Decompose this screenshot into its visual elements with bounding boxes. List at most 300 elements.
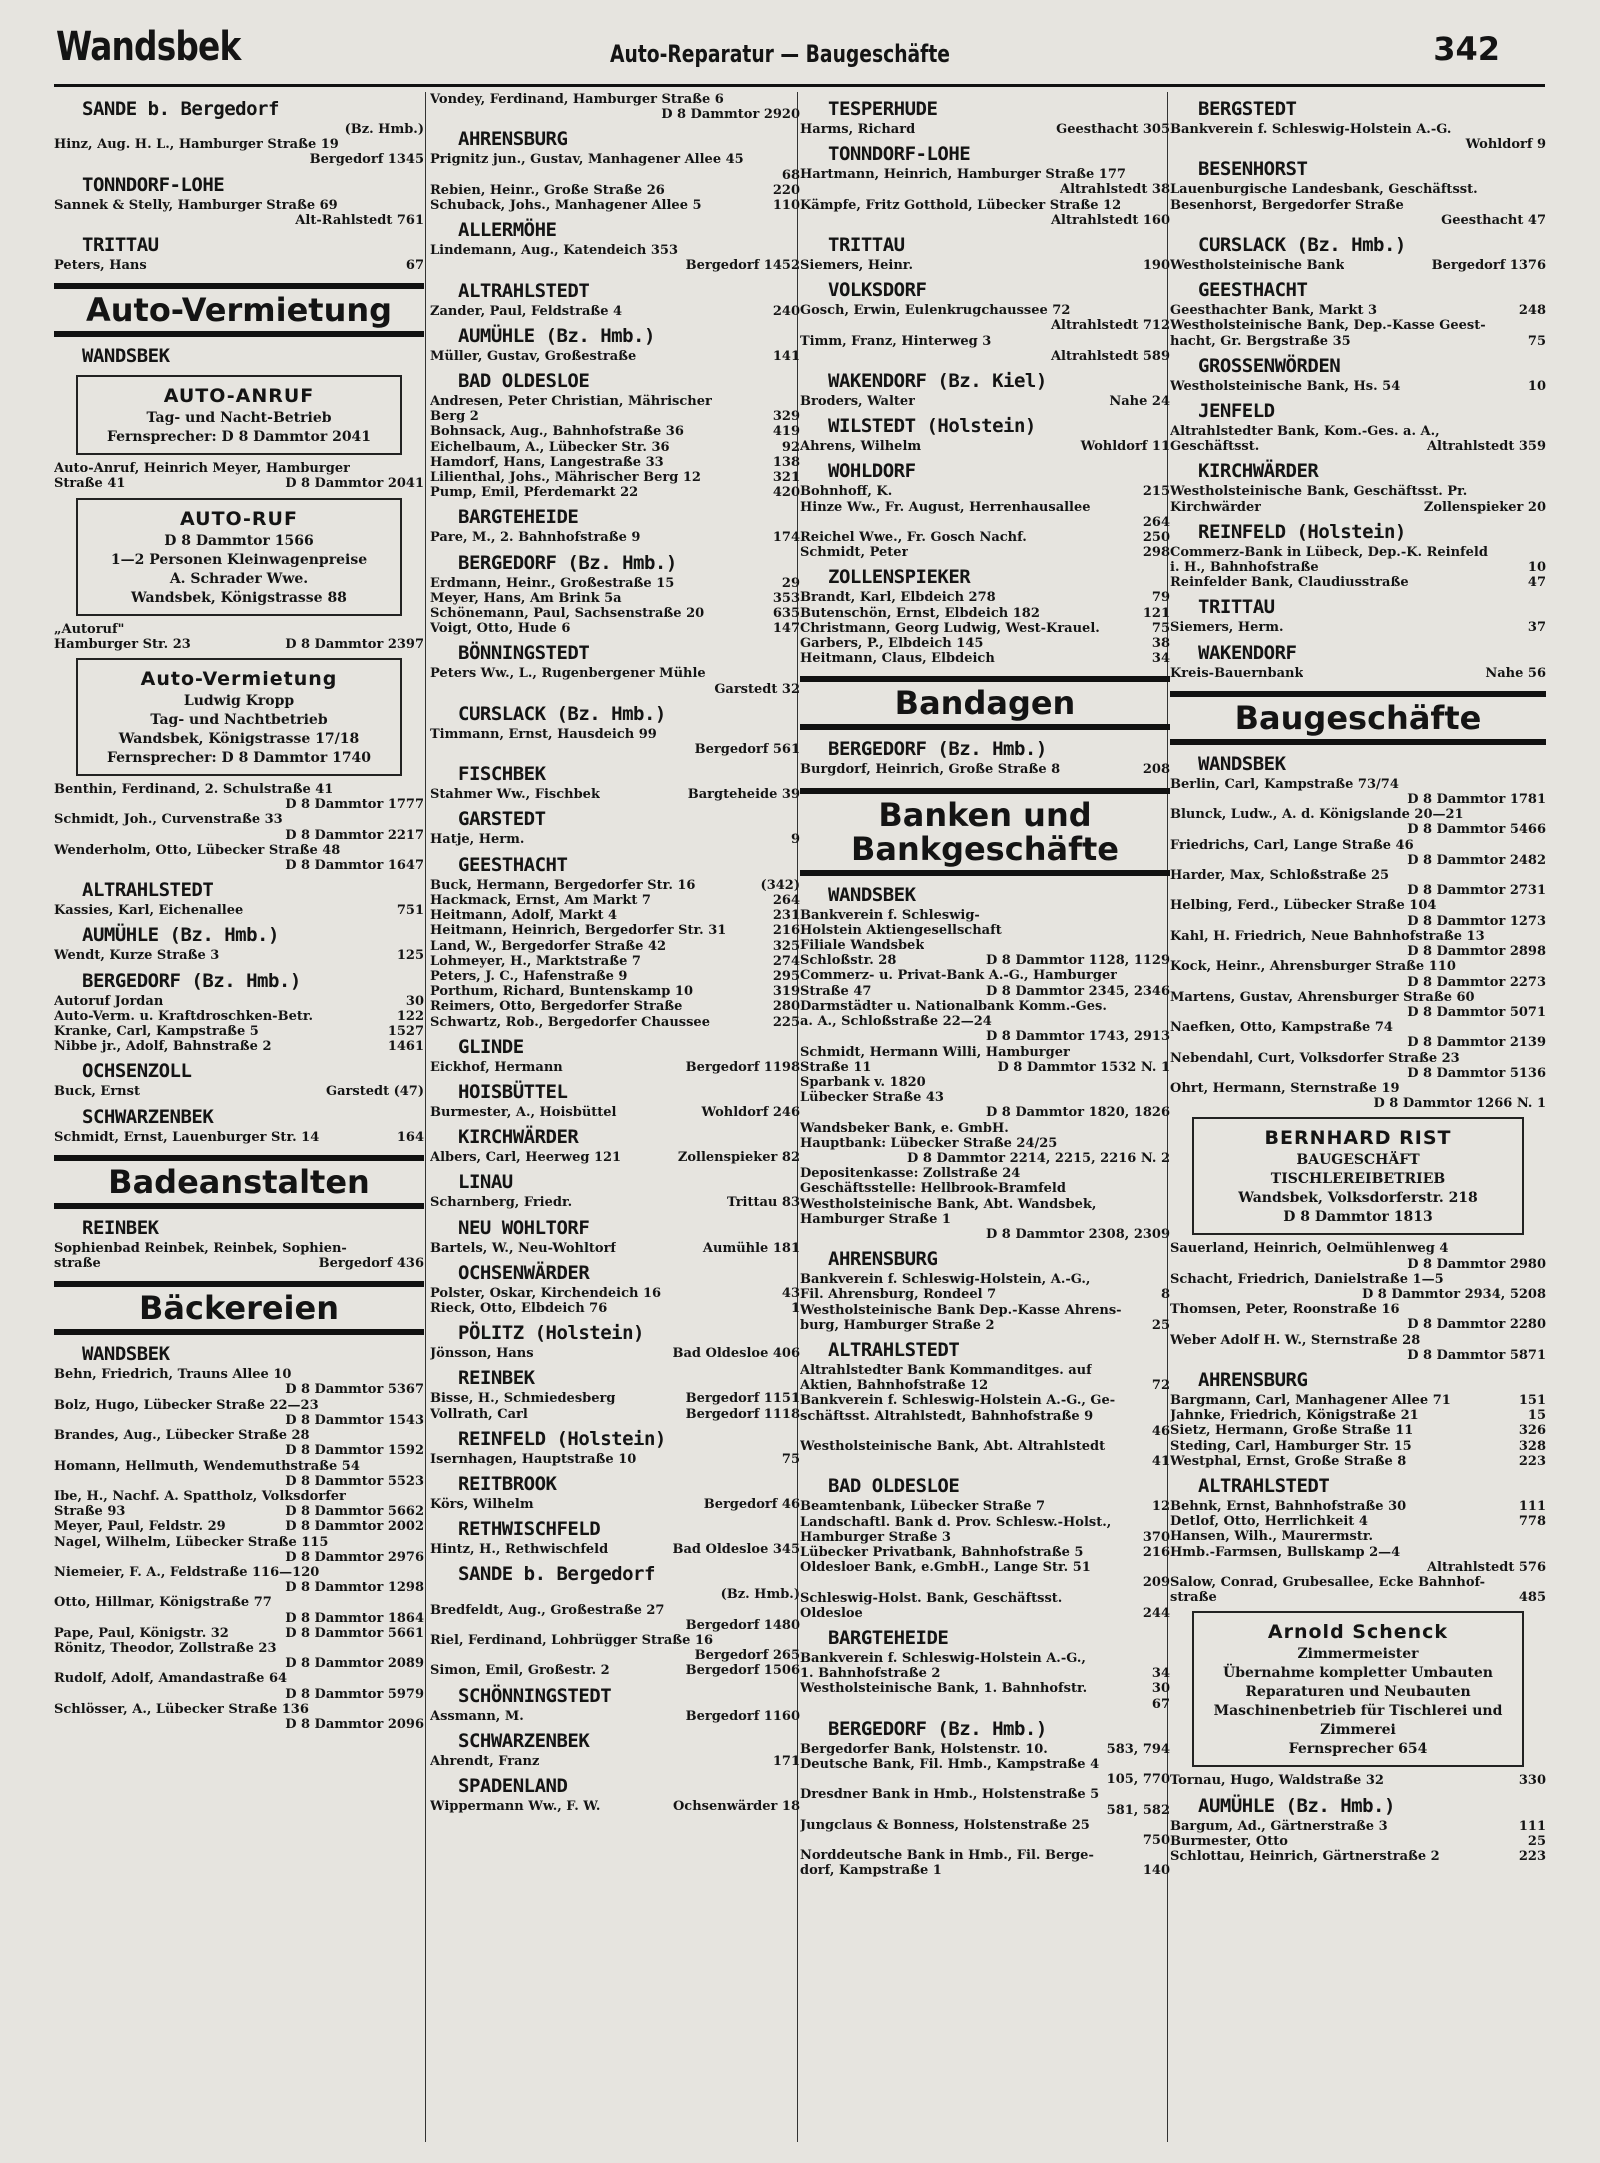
- locality-heading: BARGTEHEIDE: [828, 1627, 949, 1649]
- entry-phone: 231: [772, 908, 800, 924]
- directory-entry: [800, 1787, 1170, 1802]
- directory-entry: [800, 1560, 1170, 1575]
- directory-entry: [54, 1519, 424, 1534]
- directory-entry: [800, 923, 1170, 938]
- entry-continuation: Bergedorf 1452: [685, 258, 800, 274]
- entry-name: Pump, Emil, Pferdemarkt 22: [430, 485, 639, 501]
- directory-entry: [430, 1542, 800, 1557]
- entry-name: Erdmann, Heinr., Großestraße 15: [430, 575, 675, 591]
- entry-name: burg, Hamburger Straße 2: [800, 1317, 995, 1333]
- directory-entry: [1170, 990, 1546, 1005]
- directory-entry: [54, 1009, 424, 1024]
- directory-entry: [800, 1515, 1170, 1530]
- locality-heading: REINFELD (Holstein): [458, 1427, 666, 1450]
- directory-entry: [1170, 198, 1546, 213]
- entry-phone: Bergedorf 1160: [685, 1708, 800, 1724]
- entry-continuation: D 8 Dammtor 1777: [285, 797, 424, 813]
- directory-entry: [800, 258, 1170, 273]
- directory-entry: [430, 470, 800, 485]
- entry-name: Buck, Hermann, Bergedorfer Str. 16: [430, 877, 696, 893]
- entry-continuation: Alt-Rahlstedt 761: [295, 212, 424, 228]
- entry-continuation: D 8 Dammtor 1298: [285, 1580, 424, 1596]
- locality-heading: SCHWARZENBEK: [458, 1729, 590, 1752]
- entry-name: Kassies, Karl, Eichenallee: [54, 903, 244, 919]
- directory-entry: [800, 1272, 1170, 1287]
- directory-entry: [430, 183, 800, 198]
- directory-entry: [54, 461, 424, 476]
- locality-heading: CURSLACK (Bz. Hmb.): [458, 702, 666, 725]
- entry-name: Naefken, Otto, Kampstraße 74: [1170, 1020, 1393, 1036]
- directory-entry: [800, 1075, 1170, 1090]
- entry-name: Besenhorst, Bergedorfer Straße: [1170, 197, 1404, 213]
- entry-phone: 38: [1151, 636, 1170, 652]
- entry-name: Zander, Paul, Feldstraße 4: [430, 303, 623, 319]
- directory-entry: [430, 1195, 800, 1210]
- entry-phone: 25: [1527, 1833, 1546, 1849]
- locality-heading: PÖLITZ (Holstein): [458, 1322, 644, 1345]
- directory-entry: [800, 1591, 1170, 1606]
- entry-name: Thomsen, Peter, Roonstraße 16: [1170, 1302, 1400, 1318]
- directory-entry: [800, 1090, 1170, 1105]
- header-town: Wandsbek: [56, 24, 241, 70]
- locality-heading: WAKENDORF: [1198, 641, 1297, 664]
- entry-phone: 111: [1518, 1818, 1546, 1834]
- entry-continuation: Bergedorf 265: [694, 1648, 800, 1664]
- entry-name: Oldesloer Bank, e.GmbH., Lange Str. 51: [800, 1560, 1091, 1576]
- entry-continuation: Altrahlstedt 160: [1050, 212, 1170, 228]
- entry-phone: 141: [772, 348, 800, 364]
- entry-name: Westholsteinische Bank, Abt. Wandsbek,: [800, 1196, 1097, 1212]
- entry-name: Altrahlstedter Bank Kommanditges. auf: [800, 1362, 1092, 1378]
- entry-name: Salow, Conrad, Grubesallee, Ecke Bahnhof-: [1170, 1574, 1486, 1590]
- directory-entry: [800, 1166, 1170, 1181]
- directory-entry: [1170, 666, 1546, 681]
- ad-line: D 8 Dammtor 1813: [1283, 1209, 1433, 1226]
- directory-entry: [800, 1818, 1170, 1833]
- section-heading: Banken und Bankgeschäfte: [800, 788, 1170, 876]
- entry-continuation: D 8 Dammtor 5523: [285, 1473, 424, 1489]
- locality-heading: OCHSENWÄRDER: [458, 1261, 590, 1284]
- directory-entry: [54, 1367, 424, 1382]
- entry-phone: D 8 Dammtor 2002: [285, 1519, 424, 1535]
- locality-heading: GARSTEDT: [458, 808, 546, 831]
- entry-name: Beamtenbank, Lübecker Straße 7: [800, 1499, 1046, 1515]
- entry-name: straße: [1170, 1590, 1217, 1606]
- directory-entry: [430, 1015, 800, 1030]
- entry-phone: Bad Oldesloe 406: [672, 1346, 800, 1362]
- entry-phone: 751: [396, 903, 424, 919]
- directory-entry: [800, 1742, 1170, 1757]
- entry-continuation: D 8 Dammtor 2934, 5208: [1361, 1286, 1546, 1302]
- entry-name: Schuback, Johs., Manhagener Allee 5: [430, 198, 702, 214]
- locality-heading: GROSSENWÖRDEN: [1198, 354, 1341, 377]
- entry-phone: Nahe 24: [1109, 394, 1170, 410]
- entry-name: Peters, J. C., Hafenstraße 9: [430, 968, 628, 984]
- entry-name: Sparbank v. 1820: [800, 1074, 926, 1090]
- locality-heading: AHRENSBURG: [1198, 1368, 1308, 1391]
- directory-entry: [1170, 1408, 1546, 1423]
- locality-heading: VOLKSDORF: [828, 279, 927, 302]
- section-heading: Badeanstalten: [54, 1155, 424, 1209]
- entry-name: Brandes, Aug., Lübecker Straße 28: [54, 1428, 310, 1444]
- entry-name: Straße 11: [800, 1059, 872, 1075]
- entry-phone: 72: [1151, 1378, 1170, 1394]
- entry-name: Steding, Carl, Hamburger Str. 15: [1170, 1438, 1412, 1454]
- entry-name: Kahl, H. Friedrich, Neue Bahnhofstraße 13: [1170, 928, 1485, 944]
- directory-entry: [800, 1136, 1170, 1151]
- directory-entry: [430, 198, 800, 213]
- directory-entry: [1170, 1333, 1546, 1348]
- locality-heading: ALTRAHLSTEDT: [1198, 1474, 1330, 1497]
- ad-line: Arnold Schenck: [1267, 1621, 1449, 1644]
- directory-entry: [430, 787, 800, 802]
- locality-heading: REINBEK: [82, 1216, 159, 1239]
- directory-entry: [430, 1346, 800, 1361]
- entry-phone: 223: [1518, 1849, 1546, 1864]
- locality-heading: SCHWARZENBEK: [82, 1105, 214, 1128]
- entry-phone: 325: [772, 938, 800, 954]
- entry-name: Schmidt, Ernst, Lauenburger Str. 14: [54, 1129, 320, 1145]
- directory-entry: [430, 893, 800, 908]
- entry-phone: D 8 Dammtor 1532 N. 1: [997, 1059, 1170, 1075]
- directory-entry: [430, 727, 800, 742]
- directory-entry: [54, 1039, 424, 1054]
- entry-phone: 122: [396, 1008, 424, 1024]
- entry-name: Hansen, Wilh., Maurermstr.: [1170, 1529, 1374, 1545]
- entry-name: Andresen, Peter Christian, Mährischer: [430, 394, 712, 410]
- ad-line: TISCHLEREIBETRIEB: [1270, 1171, 1446, 1188]
- locality-heading: SCHÖNNINGSTEDT: [458, 1684, 612, 1707]
- entry-name: Weber Adolf H. W., Sternstraße 28: [1170, 1332, 1421, 1348]
- entry-name: Helbing, Ferd., Lübecker Straße 104: [1170, 898, 1437, 914]
- directory-entry: [1170, 1849, 1546, 1864]
- directory-entry: [800, 1863, 1170, 1878]
- directory-entry: [800, 590, 1170, 605]
- directory-entry: [800, 1197, 1170, 1212]
- entry-name: i. H., Bahnhofstraße: [1170, 560, 1319, 576]
- entry-phone: 34: [1151, 1666, 1170, 1682]
- entry-name: Jungclaus & Bonness, Holstenstraße 25: [800, 1817, 1090, 1833]
- entry-continuation: 581, 582: [1106, 1802, 1170, 1818]
- directory-entry: [1170, 898, 1546, 913]
- directory-entry: [430, 666, 800, 681]
- entry-phone: 8: [1160, 1287, 1170, 1303]
- directory-entry: [800, 334, 1170, 349]
- locality-heading: TONNDORF-LOHE: [828, 143, 971, 166]
- entry-name: Schloßstr. 28: [800, 953, 897, 969]
- directory-entry: [800, 1439, 1170, 1454]
- directory-entry: [430, 591, 800, 606]
- entry-name: Kock, Heinr., Ahrensburger Straße 110: [1170, 959, 1456, 975]
- locality-heading: WOHLDORF: [828, 460, 916, 483]
- directory-entry: [430, 969, 800, 984]
- entry-name: Commerz- u. Privat-Bank A.-G., Hamburger: [800, 968, 1118, 984]
- entry-name: Schmidt, Hermann Willi, Hamburger: [800, 1044, 1070, 1060]
- directory-entry: [800, 1212, 1170, 1227]
- advertisement-box: [1192, 1611, 1524, 1767]
- locality-heading: GEESTHACHT: [458, 853, 568, 876]
- locality-heading: AHRENSBURG: [458, 128, 568, 151]
- entry-continuation: D 8 Dammtor 1273: [1407, 913, 1546, 929]
- entry-continuation: D 8 Dammtor 2096: [285, 1716, 424, 1732]
- directory-entry: [430, 1150, 800, 1165]
- entry-continuation: D 8 Dammtor 2980: [1407, 1256, 1546, 1272]
- locality-heading: LINAU: [458, 1171, 513, 1194]
- entry-phone: 778: [1518, 1514, 1546, 1530]
- entry-phone: 225: [772, 1014, 800, 1030]
- entry-continuation: 41: [1151, 1454, 1170, 1470]
- entry-name: Hartmann, Heinrich, Hamburger Straße 177: [800, 167, 1126, 183]
- ad-line: Ludwig Kropp: [183, 693, 295, 710]
- entry-name: Timmann, Ernst, Hausdeich 99: [430, 726, 657, 742]
- directory-entry: [800, 1378, 1170, 1393]
- entry-name: Lilienthal, Johs., Mährischer Berg 12: [430, 470, 701, 486]
- section-heading: Baugeschäfte: [1170, 691, 1546, 745]
- ad-line: Fernsprecher: D 8 Dammtor 2041: [106, 429, 372, 446]
- entry-name: Autoruf Jordan: [54, 993, 164, 1009]
- entry-name: Dresdner Bank in Hmb., Holstenstraße 5: [800, 1787, 1100, 1803]
- advertisement-box: [76, 658, 402, 776]
- entry-name: Heitmann, Adolf, Markt 4: [430, 908, 618, 924]
- directory-entry: [54, 1595, 424, 1610]
- entry-name: Reimers, Otto, Bergedorfer Straße: [430, 999, 683, 1015]
- entry-continuation: Garstedt 32: [714, 681, 800, 697]
- entry-continuation: 46: [1151, 1423, 1170, 1439]
- entry-name: Bargmann, Carl, Manhagener Allee 71: [1170, 1392, 1451, 1408]
- locality-heading: KIRCHWÄRDER: [1198, 460, 1319, 483]
- directory-entry: [1170, 1302, 1546, 1317]
- directory-entry: [54, 1671, 424, 1686]
- ad-line: Wandsbek, Königstrasse 17/18: [118, 731, 360, 748]
- directory-entry: [800, 1303, 1170, 1318]
- directory-entry: [1170, 303, 1546, 318]
- entry-name: Westholsteinische Bank, 1. Bahnhofstr.: [800, 1681, 1088, 1697]
- entry-phone: 264: [772, 892, 800, 908]
- entry-name: Burmester, A., Hoisbüttel: [430, 1104, 617, 1120]
- directory-entry: [1170, 1439, 1546, 1454]
- entry-name: Hackmack, Ernst, Am Markt 7: [430, 892, 651, 908]
- entry-name: Schlösser, A., Lübecker Straße 136: [54, 1701, 309, 1717]
- locality-heading: BARGTEHEIDE: [458, 506, 579, 529]
- entry-continuation: (Bz. Hmb.): [720, 1587, 800, 1603]
- entry-name: Sauerland, Heinrich, Oelmühlenweg 4: [1170, 1241, 1449, 1257]
- entry-continuation: Altrahlstedt 38: [1060, 182, 1170, 198]
- directory-entry: [54, 1024, 424, 1039]
- directory-entry: [54, 1489, 424, 1504]
- entry-phone: 37: [1527, 620, 1546, 636]
- directory-entry: [800, 636, 1170, 651]
- ad-line: A. Schrader Wwe.: [169, 570, 309, 587]
- entry-continuation: D 8 Dammtor 2273: [1407, 974, 1546, 990]
- section-heading: Auto-Vermietung: [54, 283, 424, 337]
- directory-entry: [1170, 560, 1546, 575]
- locality-heading: KIRCHWÄRDER: [458, 1126, 579, 1149]
- directory-entry: [54, 812, 424, 827]
- entry-name: Kreis-Bauernbank: [1170, 665, 1304, 681]
- ad-line: Wandsbek, Volksdorferstr. 218: [1238, 1190, 1478, 1207]
- locality-heading: TRITTAU: [82, 234, 159, 257]
- entry-continuation: D 8 Dammtor 2139: [1407, 1035, 1546, 1051]
- entry-name: Kämpfe, Fritz Gotthold, Lübecker Straße 12: [800, 197, 1122, 213]
- entry-continuation: D 8 Dammtor 5136: [1407, 1065, 1546, 1081]
- entry-phone: 147: [772, 621, 800, 637]
- ad-line: AUTO-RUF: [180, 507, 298, 530]
- entry-name: dorf, Kampstraße 1: [800, 1863, 942, 1879]
- directory-entry: [1170, 1393, 1546, 1408]
- entry-name: Schönemann, Paul, Sachsenstraße 20: [430, 606, 705, 622]
- directory-entry: [1170, 1081, 1546, 1096]
- entry-name: Friedrichs, Carl, Lange Straße 46: [1170, 837, 1414, 853]
- entry-name: Schacht, Friedrich, Danielstraße 1—5: [1170, 1271, 1444, 1287]
- directory-entry: [800, 1681, 1170, 1696]
- directory-entry: [430, 1391, 800, 1406]
- entry-name: Ahrendt, Franz: [430, 1753, 540, 1769]
- entry-name: Lauenburgische Landesbank, Geschäftsst.: [1170, 182, 1478, 198]
- entry-phone: D 8 Dammtor 2397: [285, 636, 424, 652]
- entry-name: Straße 93: [54, 1504, 126, 1520]
- entry-name: Gosch, Erwin, Eulenkrugchaussee 72: [800, 303, 1071, 319]
- entry-phone: 30: [1151, 1681, 1170, 1697]
- directory-entry: [1170, 545, 1546, 560]
- locality-heading: WILSTEDT (Holstein): [828, 415, 1036, 438]
- page-number: 342: [1433, 30, 1500, 68]
- entry-name: Westholsteinische Bank, Abt. Altrahlstedt: [800, 1438, 1106, 1454]
- entry-name: Bankverein f. Schleswig-Holstein A.-G., Ge-: [800, 1393, 1116, 1409]
- entry-name: Oldesloe: [800, 1605, 863, 1621]
- directory-entry: [430, 1603, 800, 1618]
- entry-phone: 274: [772, 953, 800, 969]
- entry-phone: 43: [781, 1285, 800, 1301]
- directory-entry: [800, 1409, 1170, 1424]
- entry-name: Timm, Franz, Hinterweg 3: [800, 333, 992, 349]
- directory-entry: [54, 782, 424, 797]
- directory-entry: [430, 939, 800, 954]
- locality-heading: ALLERMÖHE: [458, 219, 557, 242]
- entry-phone: 79: [1151, 590, 1170, 606]
- ad-line: Zimmermeister: [1297, 1646, 1419, 1663]
- directory-entry: [800, 1848, 1170, 1863]
- entry-name: schäftsst. Altrahlstedt, Bahnhofstraße 9: [800, 1408, 1094, 1424]
- entry-name: hacht, Gr. Bergstraße 35: [1170, 333, 1351, 349]
- entry-phone: 110: [772, 198, 800, 214]
- entry-name: Westholsteinische Bank: [1170, 258, 1345, 274]
- locality-heading: HOISBÜTTEL: [458, 1080, 568, 1103]
- directory-entry: [54, 1702, 424, 1717]
- entry-name: Rebien, Heinr., Große Straße 26: [430, 182, 665, 198]
- directory-entry: [430, 530, 800, 545]
- entry-continuation: D 8 Dammtor 1543: [285, 1412, 424, 1428]
- entry-name: Bolz, Hugo, Lübecker Straße 22—23: [54, 1397, 319, 1413]
- entry-name: Homann, Hellmuth, Wendemuthstraße 54: [54, 1458, 360, 1474]
- locality-heading: GEESTHACHT: [1198, 279, 1308, 302]
- directory-entry: [800, 1318, 1170, 1333]
- directory-entry: [800, 1014, 1170, 1029]
- entry-name: Schleswig-Holst. Bank, Geschäftsst.: [800, 1590, 1063, 1606]
- locality-heading: WAKENDORF (Bz. Kiel): [828, 370, 1047, 393]
- locality-heading: BAD OLDESLOE: [458, 370, 590, 393]
- locality-heading: BERGEDORF (Bz. Hmb.): [458, 551, 677, 574]
- entry-continuation: D 8 Dammtor 5979: [285, 1686, 424, 1702]
- entry-phone: 151: [1518, 1392, 1546, 1408]
- entry-name: Kirchwärder: [1170, 499, 1262, 515]
- locality-heading: AUMÜHLE (Bz. Hmb.): [82, 924, 279, 947]
- directory-entry: [430, 999, 800, 1014]
- directory-entry: [54, 137, 424, 152]
- entry-continuation: D 8 Dammtor 1864: [285, 1610, 424, 1626]
- entry-phone: 244: [1142, 1605, 1170, 1621]
- directory-entry: [430, 576, 800, 591]
- entry-name: Schwartz, Rob., Bergedorfer Chaussee: [430, 1014, 710, 1030]
- directory-entry: [430, 1105, 800, 1120]
- entry-name: Burgdorf, Heinrich, Große Straße 8: [800, 762, 1061, 778]
- entry-name: Hauptbank: Lübecker Straße 24/25: [800, 1135, 1058, 1151]
- directory-entry: [1170, 424, 1546, 439]
- ad-line: BERNHARD RIST: [1264, 1127, 1452, 1150]
- entry-name: Deutsche Bank, Fil. Hmb., Kampstraße 4: [800, 1757, 1100, 1773]
- locality-heading: REINBEK: [458, 1367, 535, 1390]
- entry-continuation: 68: [781, 167, 800, 183]
- directory-entry: [800, 167, 1170, 182]
- locality-heading: WANDSBEK: [82, 345, 170, 368]
- entry-name: Lübecker Straße 43: [800, 1090, 944, 1106]
- entry-name: Peters, Hans: [54, 258, 147, 274]
- entry-name: Commerz-Bank in Lübeck, Dep.-K. Reinfeld: [1170, 544, 1488, 560]
- entry-name: Meyer, Hans, Am Brink 5a: [430, 590, 622, 606]
- entry-name: Schmidt, Joh., Curvenstraße 33: [54, 812, 283, 828]
- entry-phone: 353: [772, 590, 800, 606]
- directory-entry: [1170, 1514, 1546, 1529]
- entry-continuation: D 8 Dammtor 1781: [1407, 792, 1546, 808]
- entry-name: Scharnberg, Friedr.: [430, 1195, 573, 1211]
- entry-phone: Bad Oldesloe 345: [672, 1542, 800, 1558]
- entry-name: Lübecker Privatbank, Bahnhofstraße 5: [800, 1544, 1084, 1560]
- entry-name: Porthum, Richard, Buntenskamp 10: [430, 984, 694, 1000]
- directory-entry: [800, 303, 1170, 318]
- entry-name: Auto-Anruf, Heinrich Meyer, Hamburger: [54, 461, 350, 477]
- entry-name: Hamburger Str. 23: [54, 636, 191, 652]
- locality-heading: TRITTAU: [828, 234, 905, 257]
- entry-name: Albers, Carl, Heerweg 121: [430, 1150, 622, 1166]
- entry-continuation: D 8 Dammtor 2920: [661, 107, 800, 123]
- entry-continuation: D 8 Dammtor 1592: [285, 1443, 424, 1459]
- entry-name: Schlottau, Heinrich, Gärtnerstraße 2: [1170, 1849, 1440, 1864]
- entry-name: Fil. Ahrensburg, Rondeel 7: [800, 1287, 997, 1303]
- entry-name: Kranke, Carl, Kampstraße 5: [54, 1024, 259, 1040]
- directory-entry: [800, 1530, 1170, 1545]
- directory-entry: [1170, 1819, 1546, 1834]
- directory-entry: [54, 948, 424, 963]
- directory-entry: [54, 1130, 424, 1145]
- directory-entry: [430, 984, 800, 999]
- directory-entry: [430, 485, 800, 500]
- directory-entry: [430, 1286, 800, 1301]
- entry-phone: (342): [760, 877, 800, 893]
- directory-entry: [800, 968, 1170, 983]
- entry-name: Land, W., Bergedorfer Straße 42: [430, 938, 667, 954]
- entry-name: Aktien, Bahnhofstraße 12: [800, 1378, 989, 1394]
- directory-entry: [430, 1663, 800, 1678]
- entry-name: Lohmeyer, H., Marktstraße 7: [430, 953, 641, 969]
- entry-phone: 29: [781, 575, 800, 591]
- locality-heading: BERGEDORF (Bz. Hmb.): [82, 969, 301, 992]
- directory-entry: [800, 1606, 1170, 1621]
- entry-phone: Wohldorf 246: [701, 1104, 800, 1120]
- entry-phone: 223: [1518, 1453, 1546, 1469]
- entry-name: Martens, Gustav, Ahrensburger Straße 60: [1170, 989, 1475, 1005]
- directory-entry: [800, 484, 1170, 499]
- directory-entry: [1170, 777, 1546, 792]
- entry-name: Nebendahl, Curt, Volksdorfer Straße 23: [1170, 1050, 1460, 1066]
